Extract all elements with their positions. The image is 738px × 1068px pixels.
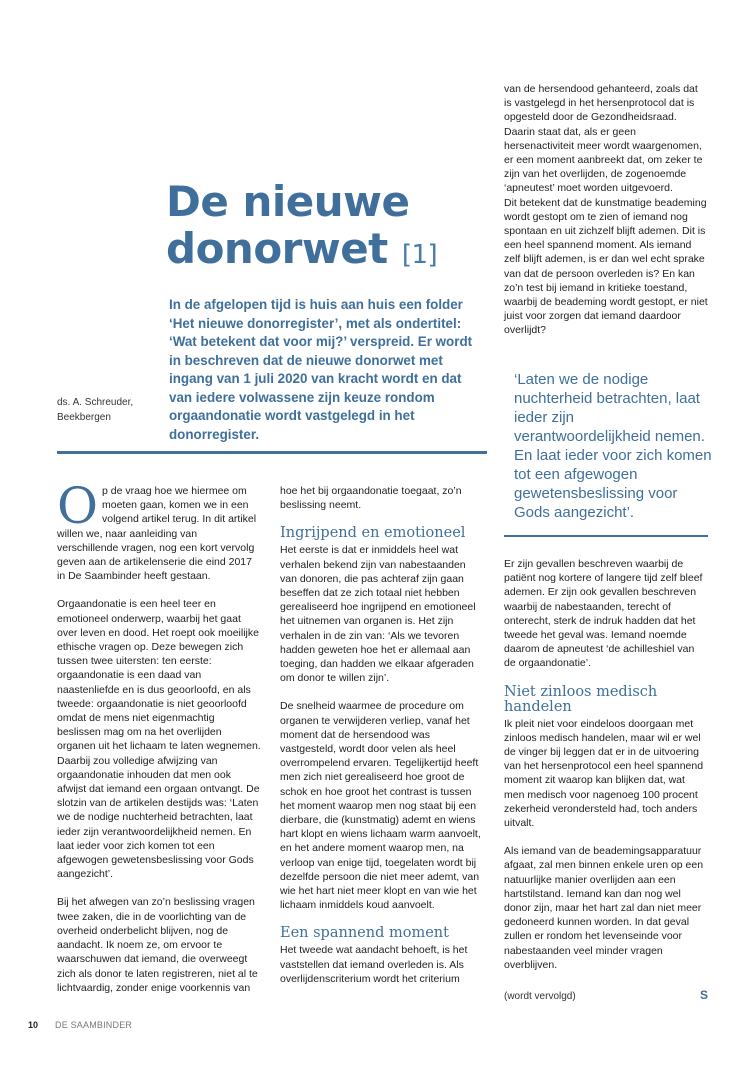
- magazine-name: DE SAAMBINDER: [55, 1020, 133, 1030]
- col3-paragraph-5: Als iemand van de beademingsapparatuur afgaat, zal men binnen enkele uren op een natuurlijke manier overlijden aan een hartstilstand. Iemand kan dan nog wel donor zijn, maar het hart zal dan niet meer gedoneerd kunnen worden. In dat geval zullen er rondom het levenseinde voor nabestaanden veel minder vragen overblijven.: [504, 845, 704, 971]
- author-location: Beekbergen: [57, 412, 111, 423]
- page-number: 10: [28, 1020, 39, 1030]
- subheading-niet-zinloos: Niet zinloos medisch handelen: [504, 683, 658, 715]
- col3-paragraph-3: Er zijn gevallen beschreven waarbij de patiënt nog kortere of langere tijd zelf bleef ademen. Er zijn ook gevallen beschreven waarbij de nabestaanden, terecht of onterecht, sterk de indruk hadden dat het tweede het geval was. Iemand noemde daarom de apneutest ‘de achilleshiel van de orgaandonatie’.: [504, 558, 703, 670]
- col1-paragraph-2: Orgaandonatie is een heel teer en emotioneel onderwerp, waarbij het gaat over leven en dood. Het roept ook moeilijke ethische vragen op. Deze bewegen zich tussen twee uitersten: ten eerste: orgaandonatie is een daad van naastenliefde en is dus geoorloofd, en als tweede: orgaandonatie is niet geoorloofd omdat de mens niet eigenmachtig beslissen mag om na het overlijden organen uit het lichaam te laten wegnemen. Daarbij zou volledige afwijzing van orgaandonatie inhouden dat men ook afwijst dat iemand een orgaan ontvangt. De slotzin van de artikelen destijds was: ‘Laten we de nodige nuchterheid betrachten, laat ieder zijn verantwoordelijkheid nemen. En laat ieder voor zich komen tot een afgewogen gewetensbeslissing voor Gods aangezicht’.: [57, 598, 261, 881]
- col2-paragraph-1: hoe het bij orgaandonatie toegaat, zo’n beslissing neemt.: [280, 485, 462, 512]
- title-part: [1]: [401, 240, 438, 270]
- col1-paragraph-1: [57, 477, 261, 583]
- intro-paragraph: In de afgelopen tijd is huis aan huis een folder ‘Het nieuwe donorregister’, met als ondertitel: ‘Wat betekent dat voor mij?’ verspreid. Er wordt in beschreven dat de nieuwe donorwet met ingang van 1 juli 2020 van kracht wordt en dat van iedere volwassene zijn keuze rondom orgaandonatie wordt vastgelegd in het donorregister.: [169, 297, 473, 442]
- text-column-3-bottom: [504, 557, 708, 972]
- continued-note: (wordt vervolgd): [504, 991, 576, 1002]
- subheading-ingrijpend: Ingrijpend en emotioneel: [280, 525, 466, 542]
- author-byline: [57, 395, 157, 425]
- text-column-2: [280, 484, 485, 986]
- divider-line-right: [504, 535, 708, 537]
- title-text: De nieuwe donorwet: [166, 177, 410, 273]
- col1-paragraph-3: Bij het afwegen van zo’n beslissing vragen twee zaken, die in de voorlichting van de overheid onderbelicht blijven, nog de aandacht. Ik noem ze, om ervoor te waarschuwen dat iemand, die overweegt zich als donor te laten registreren, niet al te lichtvaardig, zonder enige voorkennis van: [57, 896, 258, 994]
- col2-paragraph-4: Het tweede wat aandacht behoeft, is het vaststellen dat iemand overleden is. Als overlijdenscriterium wordt het criterium: [280, 944, 468, 985]
- drop-cap: O: [57, 477, 98, 535]
- col2-paragraph-3: De snelheid waarmee de procedure om organen te verwijderen verliep, vanaf het moment dat de hersendood was vastgesteld, wordt door velen als heel overrompelend ervaren. Tegelijkertijd heeft men zich niet gerealiseerd hoe groot de schok en hoe groot het contrast is tussen het moment waarop men nog staat bij een dierbare, die (kunstmatig) ademt en wiens hart klopt en wiens lichaam warm aanvoelt, en het andere moment waarop men, na verloop van enige tijd, toegelaten wordt bij dezelfde persoon die niet meer ademt, van wie het hart niet meer klopt en van wie het lichaam inmiddels koud aanvoelt.: [280, 700, 481, 912]
- col3-paragraph-2: Dit betekent dat de kunstmatige beademing wordt gestopt om te zien of iemand nog spontaan en uit zichzelf blijft ademen. Dit is een heel spannend moment. Als iemand zelf blijft ademen, is er dan wel echt sprake van dat de persoon overleden is? En kan zo’n test bij iemand in kritieke toestand, waarbij de beademing wordt gestopt, er niet juist voor zorgen dat iemand daardoor overlijdt?: [504, 196, 708, 337]
- article-title: [166, 178, 496, 279]
- author-name: ds. A. Schreuder,: [57, 397, 134, 408]
- col3-paragraph-1: van de hersendood gehanteerd, zoals dat is vastgelegd in het hersenprotocol dat is opgesteld door de Gezondheidsraad. Daarin staat dat, als er geen hersenactiviteit meer wordt waargenomen, er een moment aanbreekt dat, om zeker te zijn van het overlijden, de zogenoemde ‘apneutest’ moet worden uitgevoerd.: [504, 83, 703, 195]
- col3-paragraph-4: Ik pleit niet voor eindeloos doorgaan met zinloos medisch handelen, maar wil er wel de vinger bij leggen dat er in de uitvoering van het hersenprotocol een heel spannend moment zit waarop kan blijken dat, wat men medisch voor nagenoeg 100 procent zekerheid verondersteld had, toch anders uitvalt.: [504, 717, 704, 830]
- divider-line-left: [57, 451, 487, 454]
- end-mark-icon: S: [700, 988, 709, 1002]
- text-column-3-top: [504, 82, 708, 338]
- subheading-spannend-moment: Een spannend moment: [280, 925, 449, 942]
- text-column-1: [57, 477, 261, 995]
- pull-quote: ‘Laten we de nodige nuchterheid betrachten, laat ieder zijn verantwoordelijkheid nemen. En laat ieder voor zich komen tot een afgewogen gewetensbeslissing voor Gods aangezicht’.: [514, 371, 712, 521]
- col2-paragraph-2: Het eerste is dat er inmiddels heel wat verhalen bekend zijn van nabestaanden van donoren, die pas achteraf zijn gaan beseffen dat ze zich totaal niet hebben gerealiseerd hoe ingrijpend en emotioneel het uitnemen van organen is. Het zijn verhalen in de zin van: ‘Als we tevoren hadden geweten hoe het er allemaal aan toeging, dan hadden we elkaar afgeraden om donor te willen zijn’.: [280, 544, 476, 685]
- col1-paragraph-1-text: p de vraag hoe we hiermee om moeten gaan, komen we in een volgend artikel terug. In dit artikel willen we, naar aanleiding van verschillende vragen, nog een kort vervolg geven aan de artikelenserie die eind 2017 in De Saambinder heeft gestaan.: [57, 485, 257, 583]
